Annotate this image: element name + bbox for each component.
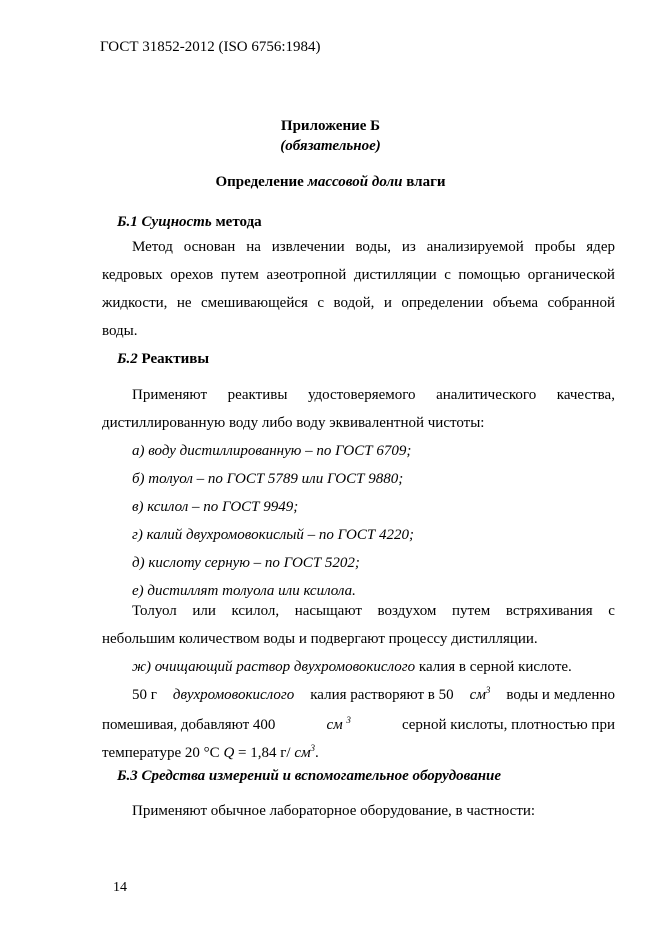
- text-line: температуре 20 °С Q = 1,84 г/ $см^3$.: [102, 743, 319, 761]
- text-line: Толуол или ксилол, насыщают воздухом путем встряхивания с: [132, 603, 615, 619]
- document-header: ГОСТ 31852-2012 (ISO 6756:1984): [100, 39, 321, 55]
- page-number: 14: [113, 880, 127, 895]
- list-item: а) воду дистиллированную – по ГОСТ 6709;: [132, 443, 412, 459]
- solution-paragraph: [102, 681, 615, 767]
- section-b1-heading: Б.1 Сущность метода: [117, 214, 262, 230]
- list-item: д) кислоту серную – по ГОСТ 5202;: [132, 555, 360, 571]
- section-b2-heading: Б.2 Реактивы: [117, 351, 210, 367]
- text-line: Метод основан на извлечении воды, из анализируемой пробы ядер: [132, 239, 615, 255]
- text-line: кедровых орехов путем азеотропной дистилляции с помощью органической: [102, 267, 615, 283]
- section-b3-text: Применяют обычное лабораторное оборудование, в частности:: [132, 803, 536, 819]
- list-item: е) дистиллят толуола или ксилола.: [132, 583, 356, 599]
- section-b1-text: [102, 233, 615, 345]
- text-line: жидкости, не смешивающейся с водой, и определении объема собранной: [102, 295, 615, 311]
- text-line: воды.: [102, 323, 138, 339]
- section-b3-heading: Б.3 Средства измерений и вспомогательное оборудование: [117, 768, 502, 784]
- section-b2-intro: [102, 381, 615, 437]
- list-item: в) ксилол – по ГОСТ 9949;: [132, 499, 299, 515]
- text-line: дистиллированную воду либо воду эквивалентной чистоты:: [102, 415, 485, 431]
- reagent-item-zh: ж) очищающий раствор двухромовокислого калия в серной кислоте.: [132, 659, 572, 675]
- text-line: 50 г двухромовокислого калия растворяют в 50 $см^3$ воды и медленно: [132, 685, 615, 703]
- text-line: Применяют реактивы удостоверяемого аналитического качества,: [132, 387, 615, 403]
- appendix-status: (обязательное): [280, 138, 381, 154]
- list-item: б) толуол – по ГОСТ 5789 или ГОСТ 9880;: [132, 471, 404, 487]
- appendix-heading: Определение массовой доли влаги: [215, 174, 446, 190]
- text-line: небольшим количеством воды и подвергают процессу дистилляции.: [102, 631, 538, 647]
- reagent-list: [132, 437, 414, 605]
- text-line: помешивая, добавляют 400 см $^3$ серной кислоты, плотностью при: [102, 715, 615, 733]
- toluene-paragraph: [102, 597, 615, 653]
- list-item: г) калий двухромовокислый – по ГОСТ 4220;: [132, 527, 414, 543]
- appendix-title: Приложение Б: [280, 118, 381, 134]
